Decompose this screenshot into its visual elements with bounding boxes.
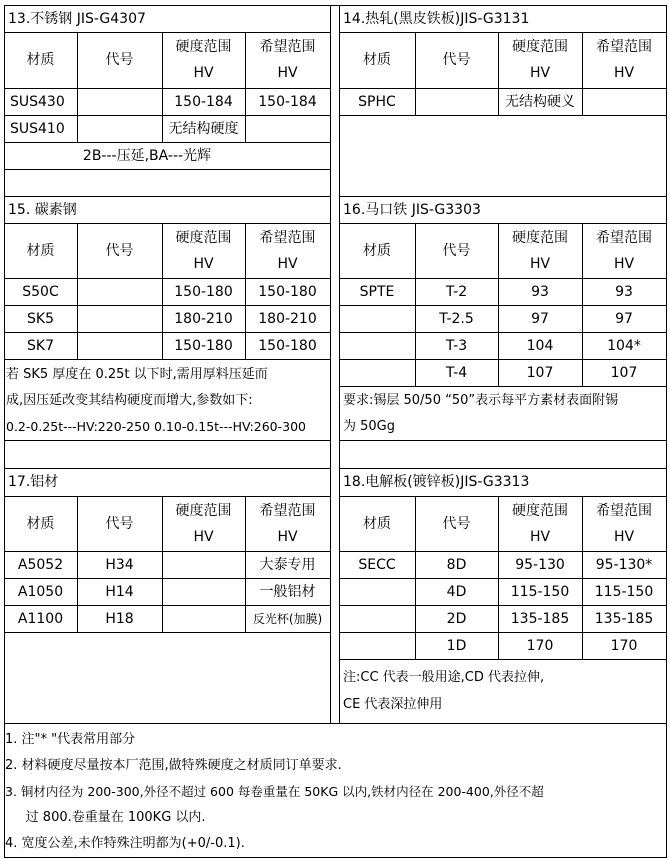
cell-hope: 95-130*	[595, 556, 653, 573]
cell-code: T-2	[445, 283, 468, 300]
cell-hope: 107	[610, 364, 638, 381]
header-hope-range: 希望范围 HV	[596, 229, 652, 272]
cell-hope: 135-185	[594, 610, 654, 627]
cell-code: H18	[105, 610, 134, 627]
section-15-title: 15. 碳素钢	[8, 201, 77, 218]
header-code: 代号	[105, 242, 134, 259]
cell-material: SUS430	[10, 93, 65, 110]
section-16-title: 16.马口铁 JIS-G3303	[343, 201, 481, 218]
cell-hope: 150-184	[258, 93, 317, 110]
grid-line	[77, 115, 78, 142]
cell-code: 8D	[446, 556, 467, 573]
section-18-note-line: CE 代表深拉伸用	[343, 697, 443, 712]
grid-line	[666, 5, 667, 858]
cell-hardness: 97	[531, 310, 549, 327]
grid-line	[339, 386, 666, 387]
grid-line	[4, 440, 331, 441]
cell-material: SUS410	[10, 120, 65, 137]
section-16-note-line: 要求:锡层 50/50 “50”表示每平方素材表面附锡	[343, 393, 619, 408]
cell-hardness: 135-185	[510, 610, 570, 627]
cell-hope: 97	[615, 310, 633, 327]
header-code: 代号	[105, 52, 134, 68]
cell-hardness: 180-210	[174, 310, 233, 327]
section-15-note-line: 若 SK5 厚度在 0.25t 以下时,需用厚料压延而	[6, 367, 268, 382]
header-code: 代号	[442, 52, 471, 68]
header-hope-range: 希望范围 HV	[596, 502, 652, 545]
header-hope-range: 希望范围 HV	[259, 39, 316, 81]
cell-code: 4D	[446, 583, 467, 600]
header-material: 材质	[363, 242, 391, 259]
grid-line	[339, 440, 666, 441]
grid-line	[4, 632, 331, 633]
cell-code: H14	[105, 583, 134, 600]
header-hope-range: 希望范围 HV	[259, 229, 316, 272]
cell-code: T-2.5	[439, 310, 474, 327]
grid-line	[4, 857, 667, 858]
footer-note: 2. 材料硬度尽量按本厂范围,做特殊硬度之材质同订单要求.	[5, 758, 342, 773]
header-material: 材质	[26, 515, 55, 532]
footer-note: 3. 铜材内径为 200-300,外径不超过 600 每卷重量在 50KG 以内,铁材内径在 200-400,外径不超	[5, 784, 544, 799]
cell-hardness: 93	[531, 283, 549, 300]
section-15-note-line: 成,因压延改变其结构硬度而增大,参数如下:	[6, 393, 253, 408]
section-18-note-line: 注:CC 代表一般用途,CD 代表拉伸,	[343, 670, 545, 685]
cell-hardness: 150-184	[174, 93, 233, 110]
header-hardness-range: 硬度范围 HV	[175, 229, 232, 272]
header-hope-range: 希望范围 HV	[259, 502, 316, 545]
section-13-note: 2B---压延,BA---光辉	[82, 147, 212, 164]
footer-note: 4. 宽度公差,未作特殊注明都为(+0/-0.1).	[5, 836, 245, 851]
cell-hope: 93	[615, 283, 633, 300]
header-hardness-range: 硬度范围 HV	[512, 39, 568, 81]
cell-hardness: 95-130	[515, 556, 565, 573]
cell-material: SPHC	[358, 93, 396, 110]
cell-hardness: 107	[526, 364, 554, 381]
cell-hardness: 150-180	[174, 283, 233, 300]
cell-hardness: 104	[526, 337, 554, 354]
grid-line	[339, 659, 666, 660]
cell-hope: 一般铝材	[259, 583, 316, 600]
header-material: 材质	[363, 52, 391, 68]
header-hardness-range: 硬度范围 HV	[512, 229, 568, 272]
cell-material: SECC	[358, 556, 396, 573]
section-17-title: 17.铝材	[8, 474, 59, 490]
cell-code: H34	[105, 556, 134, 573]
cell-hope: 104*	[607, 337, 641, 354]
cell-material: A1050	[17, 583, 64, 600]
cell-hardness: 150-180	[174, 337, 233, 354]
header-material: 材质	[26, 242, 55, 259]
cell-code: 2D	[446, 610, 467, 627]
header-code: 代号	[442, 242, 471, 259]
header-material: 材质	[363, 515, 391, 532]
cell-material: A5052	[17, 556, 64, 573]
cell-material: A1100	[17, 610, 64, 627]
grid-line	[4, 359, 331, 360]
cell-hardness: 无结构硬度	[168, 120, 239, 137]
cell-material: S50C	[22, 283, 59, 300]
header-hardness-range: 硬度范围 HV	[175, 502, 232, 545]
grid-line	[339, 115, 666, 116]
cell-hope: 150-180	[258, 283, 317, 300]
cell-hope: 115-150	[594, 583, 654, 600]
header-hope-range: 希望范围 HV	[596, 39, 652, 81]
section-14-title: 14.热轧(黑皮铁板)JIS-G3131	[343, 10, 530, 27]
grid-line	[330, 5, 331, 723]
cell-hope: 150-180	[258, 337, 317, 354]
grid-line	[4, 723, 667, 724]
grid-line	[4, 169, 331, 170]
cell-hope: 大泰专用	[259, 556, 316, 573]
section-18-title: 18.电解板(镀锌板)JIS-G3313	[343, 474, 530, 490]
header-code: 代号	[105, 515, 134, 532]
cell-hope: 反光杯(加膜)	[252, 611, 323, 626]
section-16-note-line: 为 50Gg	[343, 419, 396, 434]
cell-hardness: 无结构硬义	[505, 93, 575, 110]
cell-hope: 170	[610, 637, 638, 654]
footer-note: 过 800.卷重量在 100KG 以内.	[5, 810, 206, 825]
cell-code: T-4	[445, 364, 468, 381]
header-hardness-range: 硬度范围 HV	[175, 39, 232, 81]
cell-code: 1D	[446, 637, 467, 654]
header-material: 材质	[26, 52, 55, 68]
cell-code: T-3	[445, 337, 468, 354]
cell-material: SPTE	[359, 283, 395, 300]
header-code: 代号	[442, 515, 471, 532]
cell-hardness: 170	[526, 637, 554, 654]
cell-material: SK7	[27, 337, 54, 354]
footer-note: 1. 注"* "代表常用部分	[5, 732, 136, 747]
cell-material: SK5	[27, 310, 54, 327]
section-15-note-line: 0.2-0.25t---HV:220-250 0.10-0.15t---HV:260-300	[6, 419, 306, 434]
header-hardness-range: 硬度范围 HV	[512, 502, 568, 545]
cell-hardness: 115-150	[510, 583, 570, 600]
cell-hope: 180-210	[258, 310, 317, 327]
section-13-title: 13.不锈钢 JIS-G4307	[8, 10, 146, 27]
